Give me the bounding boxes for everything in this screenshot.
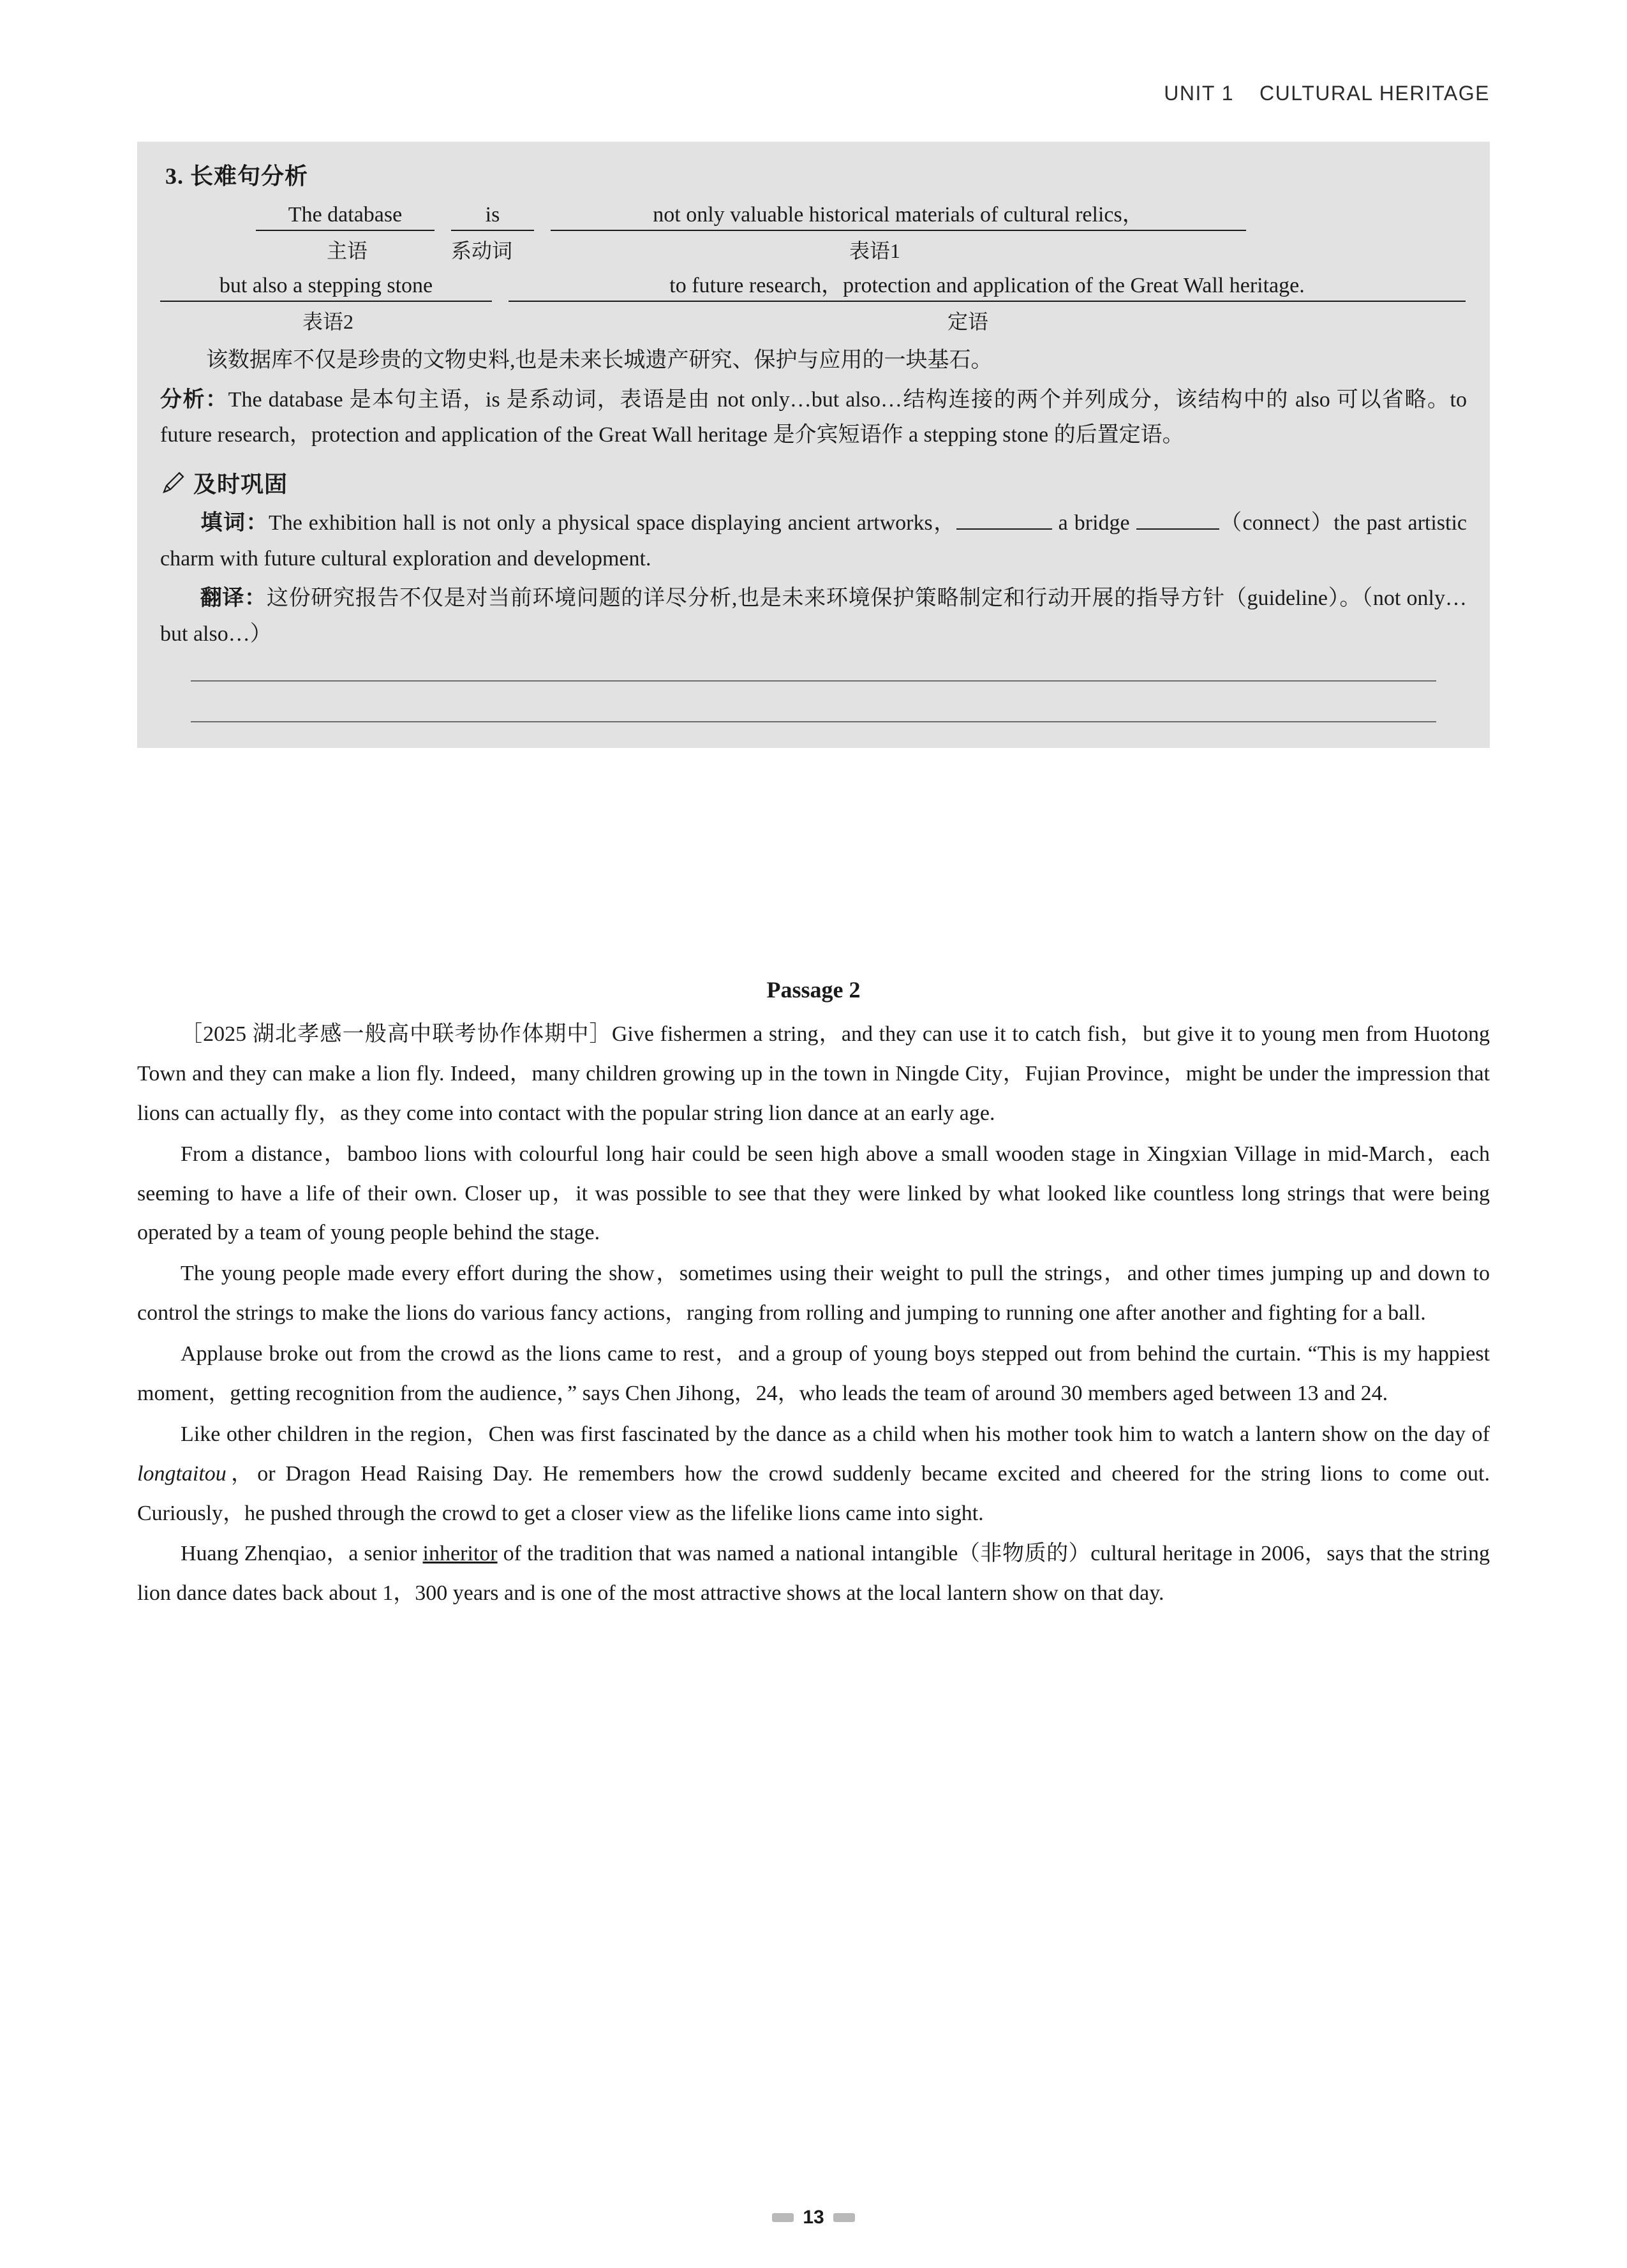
passage-paragraph [137,1534,1490,1613]
analysis-text: The database 是本句主语，is 是系动词，表语是由 not only…but also…结构连接的两个并列成分，该结构中的 also 可以省略。to future research，protection and application of the Great Wall heritage 是介宾短语作 a stepping stone 的后置定语。 [160,388,1467,447]
label-predicative-2: 表语2 [302,310,353,334]
page-footer [0,2206,1627,2228]
header-title: CULTURAL HERITAGE [1259,82,1490,105]
sentence-subject: The database [256,202,435,231]
passage-paragraph [137,1415,1490,1533]
passage-paragraph: The young people made every effort during the show，sometimes using their weight to pull the strings，and other times jumping up and down to control the strings to make the lions do various fancy actions，ranging from rolling and jumping to running one after another and fighting for a ball. [137,1262,1490,1325]
sentence-linking-verb: is [451,202,534,231]
sentence-labels-1 [160,235,1467,264]
fill-blank-1[interactable] [956,528,1052,530]
fill-blank-2[interactable] [1136,528,1219,530]
translate-text: 这份研究报告不仅是对当前环境问题的详尽分析,也是未来环境保护策略制定和行动开展的指导方针（guideline）。（not only…but also…） [160,586,1467,646]
fill-text-3: （connect）the past artistic charm with future cultural exploration and development. [160,511,1467,571]
passage-paragraph: Applause broke out from the crowd as the lions came to rest，and a group of young boys stepped out from behind the curtain. “This is my happiest moment，getting recognition from the audience，” says Chen Jihong，24，who leads the team of around 30 members aged between 13 and 24. [137,1342,1490,1405]
label-linking-verb: 系动词 [450,239,512,263]
passage-paragraph: ［2025 湖北孝感一般高中联考协作体期中］Give fishermen a string，and they can use it to catch fish，but give it to young men from Huotong Town and they can make a lion fly. Indeed，many children growing up in the town in Ningde City，Fujian Province，might be under the impression that lions can actually fly，as they come into contact with the popular string lion dance at an early age. [137,1022,1490,1125]
fill-label: 填词： [200,511,269,535]
fill-in-exercise [160,505,1467,577]
page-number: 13 [803,2207,824,2228]
fill-text-2: a bridge [1058,511,1130,535]
pencil-icon [160,469,187,496]
sentence-attributive: to future research，protection and application of the Great Wall heritage. [509,273,1466,302]
translate-label: 翻译： [200,586,267,611]
para5-part1: Like other children in the region，Chen was first fascinated by the dance as a child when his mother took him to watch a lantern show on the day of [181,1422,1490,1446]
passage-body [137,1015,1490,1615]
label-attributive: 定语 [947,310,988,334]
para6-part2: of the tradition that was named a national intangible（非物质的）cultural heritage in 2006，says that the string lion dance dates back about 1，300 years and is one of the most attractive shows at the local lantern show on that day. [137,1542,1490,1606]
sentence-labels-2 [160,306,1467,335]
label-predicative-1: 表语1 [849,239,900,263]
footer-right-marker-icon [833,2213,855,2222]
section-title [165,158,1467,191]
passage-paragraph: From a distance，bamboo lions with colourful long hair could be seen high above a small wooden stage in Xingxian Village in mid-March，each seeming to have a life of their own. Closer up，it was possible to see that they were linked by what looked like countless long strings that were being operated by a team of young people behind the stage. [137,1142,1490,1245]
sentence-translation: 该数据库不仅是珍贵的文物史料,也是未来长城遗产研究、保护与应用的一块基石。 [206,348,993,373]
section-title-text: 长难句分析 [190,163,309,189]
footer-left-marker-icon [772,2213,794,2222]
answer-line-2[interactable] [191,721,1436,722]
analysis-label: 分析： [160,388,228,412]
sentence-line-1 [160,202,1467,231]
passage-title: Passage 2 [766,977,861,1003]
para5-part2: ，or Dragon Head Raising Day. He remembers how the crowd suddenly became excited and cheered for the string lions to come out. Curiously，he pushed through the crowd to get a closer view as the lifelike lions came into sight. [137,1461,1490,1525]
sentence-analysis-box [137,142,1490,748]
fill-text-1: The exhibition hall is not only a physical space displaying ancient artworks， [268,511,956,535]
practice-heading [160,466,1467,499]
practice-heading-label: 及时巩固 [193,471,288,497]
analysis-paragraph [160,383,1467,452]
sentence-predicative-1: not only valuable historical materials of cultural relics， [551,202,1246,231]
sentence-predicative-2: but also a stepping stone [160,273,492,302]
para6-part1: Huang Zhenqiao，a senior [181,1542,423,1566]
sentence-line-2 [160,273,1467,302]
para6-underlined-term: inheritor [422,1542,498,1566]
answer-line-1[interactable] [191,680,1436,682]
para5-italic-term: longtaitou [137,1461,227,1486]
translation-exercise [160,581,1467,652]
page-header [1164,82,1490,105]
section-number: 3. [165,163,184,189]
header-unit: UNIT 1 [1164,82,1235,105]
label-subject: 主语 [326,239,368,263]
